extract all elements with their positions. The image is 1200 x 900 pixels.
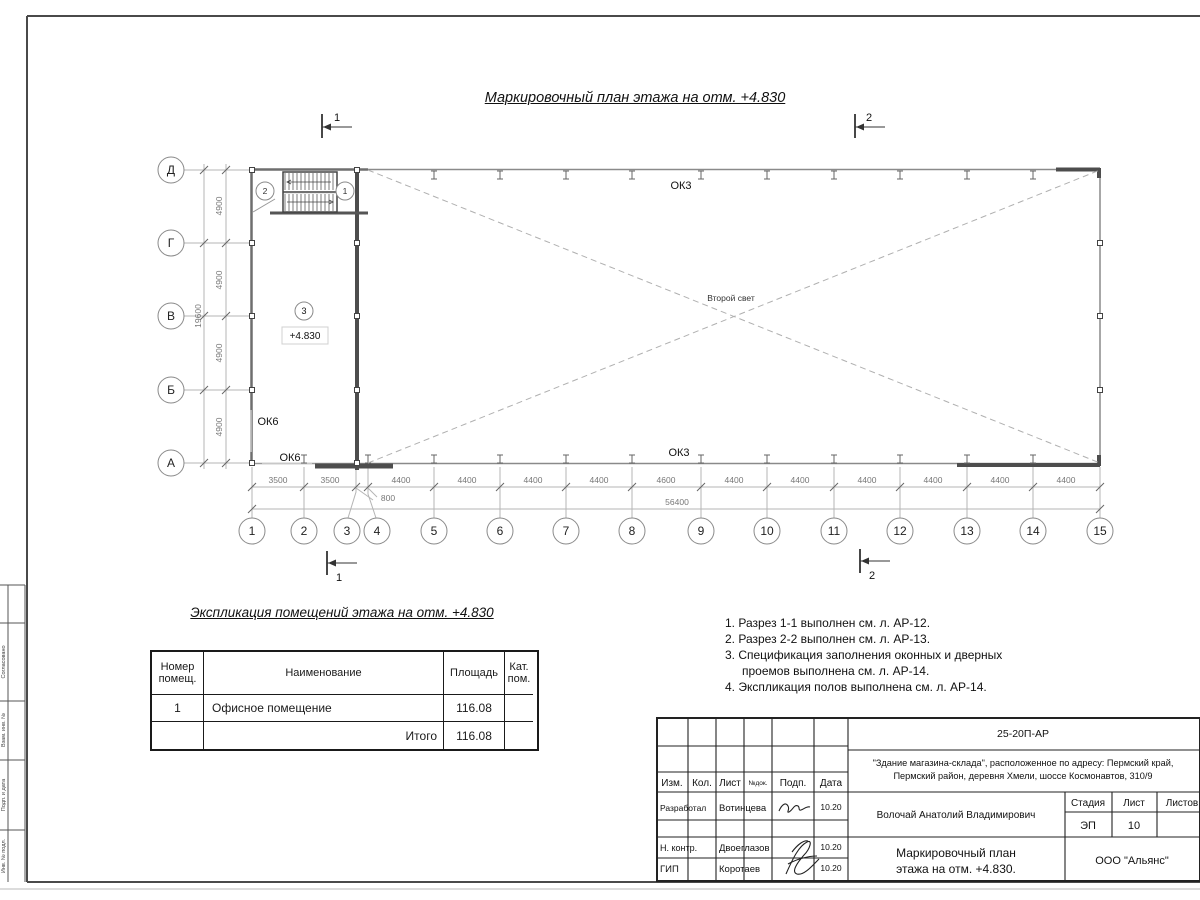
window-mark-ok6-bottom: ОК6	[279, 452, 301, 464]
dim-label: 4400	[523, 475, 543, 485]
dim-label: 4400	[1056, 475, 1076, 485]
dim-label-800: 800	[380, 493, 396, 503]
axis-label: 8	[628, 524, 636, 538]
header-line: Кат.	[509, 661, 529, 673]
sheet-frame	[27, 16, 1200, 882]
section-label-1-top: 1	[334, 112, 341, 124]
tb-doc-title-2: этажа на отм. +4.830.	[896, 862, 1016, 876]
axis-label: 3	[343, 524, 351, 538]
note-line: 2. Разрез 2-2 выполнен см. л. АР-13.	[725, 632, 931, 646]
dim-label: 4400	[790, 475, 810, 485]
note-line: 3. Спецификация заполнения оконных и дверных	[725, 648, 1003, 662]
tb-sheet-label: Лист	[1123, 798, 1145, 809]
tb-name-3: Коротаев	[719, 864, 761, 875]
window-mark-ok3-top: ОК3	[670, 180, 692, 192]
notes-block	[725, 615, 1145, 695]
wall-anchor-squares	[250, 168, 1103, 466]
note-line: 4. Экспликация полов выполнена см. л. АР-14.	[725, 680, 987, 694]
axis-label: 9	[697, 524, 705, 538]
cell-empty	[505, 722, 533, 749]
dim-total-left: 19600	[193, 304, 203, 328]
tb-doc-title-1: Маркировочный план	[896, 846, 1016, 860]
tb-sheets-label: Листов	[1165, 798, 1199, 809]
tb-date-2: 10.20	[820, 842, 842, 852]
cell-room-category	[505, 695, 533, 722]
tb-col-podp: Подп.	[779, 778, 807, 789]
axis-label: 1	[248, 524, 256, 538]
room-tag	[282, 302, 328, 344]
tb-doc-number: 25-20П-АР	[997, 728, 1049, 740]
axis-label: 12	[893, 524, 907, 538]
header-area: Площадь	[444, 652, 505, 695]
tb-col-kol: Кол.	[692, 778, 712, 789]
elevation-label: +4.830	[289, 331, 321, 342]
tb-role-1: Разработал	[660, 803, 707, 813]
tb-col-data: Дата	[819, 778, 843, 789]
tb-address-2: Пермский район, деревня Хмели, шоссе Космонавтов, 310/9	[893, 771, 1153, 781]
cell-total-label: Итого	[204, 722, 444, 749]
warehouse-thick-segments	[957, 168, 1100, 466]
window-mark-ok3-bottom: ОК3	[668, 447, 690, 459]
bottom-axis-leaders	[252, 467, 1100, 518]
staircase	[283, 172, 337, 212]
dim-label: 4400	[589, 475, 609, 485]
col-axis-bubbles	[239, 518, 1113, 544]
dim-label: 4400	[923, 475, 943, 485]
axis-label: А	[166, 456, 176, 470]
second-light-label: Второй свет	[707, 293, 755, 303]
bottom-dim-labels	[269, 475, 1076, 507]
header-room-number	[152, 652, 204, 695]
column-markers	[301, 171, 1036, 463]
plan-title: Маркировочный план этажа на отм. +4.830	[484, 90, 786, 106]
explication-table	[150, 650, 539, 751]
tb-date-3: 10.20	[820, 863, 842, 873]
dim-label: 4600	[656, 475, 676, 485]
dim-label: 4400	[857, 475, 877, 485]
room-number: 3	[301, 306, 307, 316]
cell-room-number: 1	[152, 695, 204, 722]
tb-col-list: Лист	[719, 778, 741, 789]
axis-label: 5	[430, 524, 438, 538]
dim-label: 4400	[990, 475, 1010, 485]
section-label-2-top: 2	[866, 112, 873, 124]
dim-label: 4900	[214, 417, 224, 437]
explication-title: Экспликация помещений этажа на отм. +4.830	[190, 605, 494, 620]
cell-room-name: Офисное помещение	[204, 695, 444, 722]
strip-label: Взам. инв. №	[1, 712, 7, 748]
tb-role-2: Н. контр.	[660, 843, 698, 853]
strip-label: Инв. № подл.	[1, 838, 7, 874]
axis-label: 2	[300, 524, 308, 538]
axis-label: Б	[167, 383, 175, 397]
cell-total-area: 116.08	[444, 722, 505, 749]
dim-total-bottom: 56400	[665, 497, 689, 507]
dim-label: 3500	[268, 475, 288, 485]
axis-label: 6	[496, 524, 504, 538]
header-line: пом.	[507, 673, 531, 685]
axis-label: Д	[166, 163, 176, 177]
axis-label: 11	[827, 524, 841, 538]
tb-stage-value: ЭП	[1080, 820, 1096, 832]
door-tag: 1	[342, 186, 348, 196]
header-category	[505, 652, 533, 695]
second-light-cross	[368, 170, 1100, 463]
dim-label: 4400	[724, 475, 744, 485]
dim-label: 3500	[320, 475, 340, 485]
axis-label: 10	[760, 524, 774, 538]
tb-role-3: ГИП	[660, 864, 679, 875]
section-label-1-bottom: 1	[336, 572, 343, 584]
axis-label: 4	[373, 524, 381, 538]
tb-architect: Волочай Анатолий Владимирович	[876, 810, 1036, 821]
door-tag: 2	[262, 186, 268, 196]
header-name: Наименование	[204, 652, 444, 695]
tb-date-1: 10.20	[820, 802, 842, 812]
axis-label: Г	[167, 236, 175, 250]
tb-col-izm: Изм.	[661, 778, 683, 789]
note-line: 1. Разрез 1-1 выполнен см. л. АР-12.	[725, 616, 931, 630]
tb-address-1: "Здание магазина-склада", расположенное по адресу: Пермский край,	[872, 758, 1174, 768]
cell-room-area: 116.08	[444, 695, 505, 722]
tb-col-ndoc: №док.	[748, 780, 768, 787]
tb-name-1: Вотинцева	[719, 803, 767, 814]
tb-sheet-value: 10	[1127, 820, 1141, 832]
strip-label: Подп. и дата	[1, 778, 7, 812]
axis-label: 14	[1026, 524, 1040, 538]
dim-label: 4900	[214, 343, 224, 363]
dim-label: 4900	[214, 270, 224, 290]
strip-label: Согласовано	[1, 645, 7, 679]
axis-label: 15	[1093, 524, 1107, 538]
cell-empty	[152, 722, 204, 749]
row-axis-labels	[167, 163, 175, 470]
tb-stage-label: Стадия	[1070, 798, 1106, 809]
tb-name-2: Двоеглазов	[719, 843, 770, 854]
dim-label: 4400	[457, 475, 477, 485]
header-line: помещ.	[158, 673, 197, 685]
axis-label: В	[166, 309, 176, 323]
axis-label: 7	[562, 524, 570, 538]
header-line: Номер	[160, 661, 195, 673]
dim-label: 4400	[391, 475, 411, 485]
section-label-2-bottom: 2	[869, 570, 876, 582]
axis-label: 13	[960, 524, 974, 538]
dim-label: 4900	[214, 196, 224, 216]
note-line: проемов выполнена см. л. АР-14.	[742, 664, 930, 678]
window-mark-ok6-left: ОК6	[257, 416, 279, 428]
left-stamp-labels	[1, 645, 7, 873]
titleblock-signatures	[779, 804, 819, 874]
tb-company: ООО "Альянс"	[1095, 855, 1169, 867]
